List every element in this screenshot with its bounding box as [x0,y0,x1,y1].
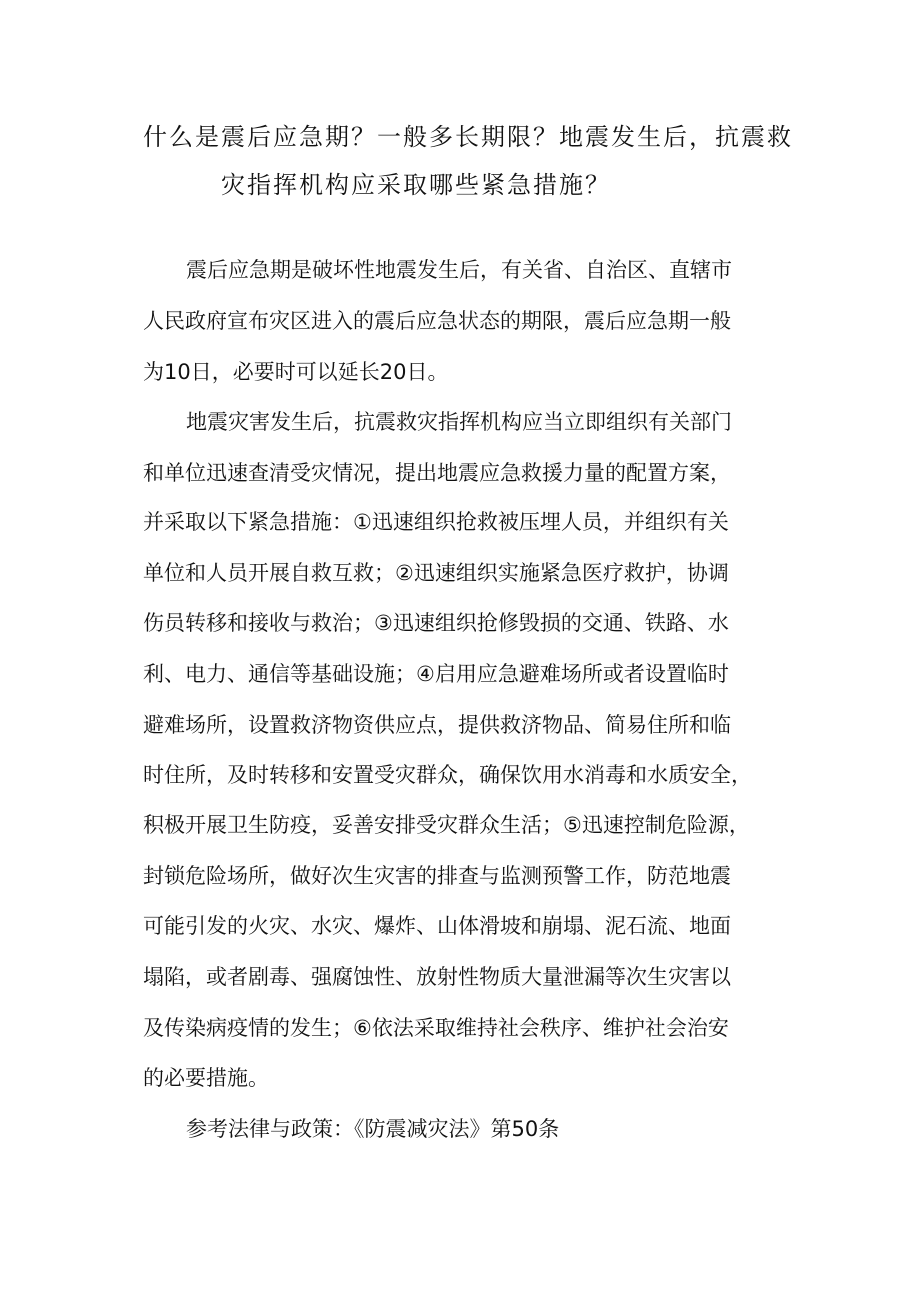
reference-line: 参考法律与政策：《防震减灾法》第50条 [186,1117,560,1141]
body-line-11: 时住所，及时转移和安置受灾群众，确保饮用水消毒和水质安全， [143,763,752,787]
body-line-2: 人民政府宣布灾区进入的震后应急状态的期限，震后应急期一般 [143,309,731,333]
body-line-10: 避难场所，设置救济物资供应点，提供救济物品、简易住所和临 [143,713,731,737]
body-line-15: 塌陷，或者剧毒、强腐蚀性、放射性物质大量泄漏等次生灾害以 [143,965,731,989]
body-line-1: 震后应急期是破坏性地震发生后，有关省、自治区、直辖市 [186,258,732,282]
body-line-8: 伤员转移和接收与救治；③迅速组织抢修毁损的交通、铁路、水 [143,611,729,635]
body-line-14: 可能引发的火灾、水灾、爆炸、山体滑坡和崩塌、泥石流、地面 [143,914,731,938]
body-line-6: 并采取以下紧急措施：①迅速组织抢救被压埋人员，并组织有关 [143,510,729,534]
body-line-16: 及传染病疫情的发生；⑥依法采取维持社会秩序、维护社会治安 [143,1016,729,1040]
body-line-12: 积极开展卫生防疫，妥善安排受灾群众生活；⑤迅速控制危险源， [143,813,750,837]
body-line-5: 和单位迅速查清受灾情况，提出地震应急救援力量的配置方案， [143,461,731,485]
title-line-2: 灾指挥机构应采取哪些紧急措施？ [221,171,611,199]
body-line-17: 的必要措施。 [143,1066,269,1090]
body-line-13: 封锁危险场所，做好次生灾害的排查与监测预警工作，防范地震 [143,864,731,888]
title-line-1: 什么是震后应急期？一般多长期限？地震发生后，抗震救 [143,123,793,151]
body-line-9: 利、电力、通信等基础设施；④启用应急避难场所或者设置临时 [143,662,729,686]
body-line-3: 为10日，必要时可以延长20日。 [143,360,449,384]
body-line-4: 地震灾害发生后，抗震救灾指挥机构应当立即组织有关部门 [186,410,732,434]
body-line-7: 单位和人员开展自救互救；②迅速组织实施紧急医疗救护，协调 [143,561,729,585]
